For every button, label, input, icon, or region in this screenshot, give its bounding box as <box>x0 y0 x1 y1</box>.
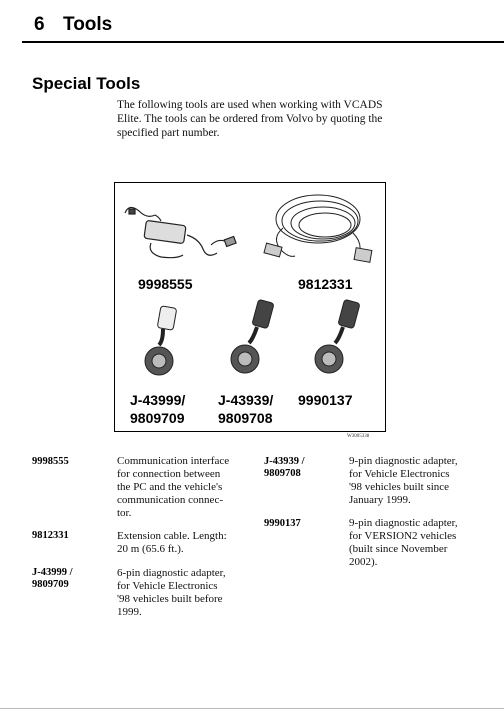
part-number: J-43999 / 9809709 <box>32 567 73 590</box>
part-number: 9990137 <box>264 518 301 529</box>
adapter-9pin-illustration <box>231 299 274 373</box>
figure-label-j43939: J-43939/ 9809708 <box>218 392 274 426</box>
figure-label-j43999: J-43999/ 9809709 <box>130 392 186 426</box>
part-number: 9998555 <box>32 456 69 467</box>
figure-label-9998555: 9998555 <box>138 276 193 292</box>
extension-cable-illustration <box>264 195 372 262</box>
tools-figure <box>114 182 386 432</box>
part-description: Extension cable. Length: 20 m (65.6 ft.). <box>117 530 227 555</box>
part-number: J-43939 / 9809708 <box>264 456 305 479</box>
part-description: 9-pin diagnostic adapter, for Vehicle Electronics '98 vehicles built since January 1999. <box>349 455 458 506</box>
communication-interface-illustration <box>125 207 236 257</box>
header-rule <box>22 41 504 43</box>
figure-label-9990137: 9990137 <box>298 392 353 408</box>
section-title: Special Tools <box>32 74 141 93</box>
intro-paragraph: The following tools are used when working with VCADS Elite. The tools can be ordered from Volvo by quoting the specified part number. <box>117 99 383 139</box>
chapter-title: Tools <box>63 14 113 35</box>
figure-label-9812331: 9812331 <box>298 276 353 292</box>
part-description: Communication interface for connection between the PC and the vehicle's communication connec- tor. <box>117 455 230 519</box>
part-number: 9812331 <box>32 530 69 541</box>
part-description: 9-pin diagnostic adapter, for VERSION2 vehicles (built since November 2002). <box>349 517 458 568</box>
bottom-edge <box>0 708 504 709</box>
part-description: 6-pin diagnostic adapter, for Vehicle Electronics '98 vehicles built before 1999. <box>117 567 226 618</box>
adapter-6pin-illustration <box>145 306 177 375</box>
figure-code: W3005338 <box>347 434 370 439</box>
adapter-version2-illustration <box>315 299 360 373</box>
chapter-number: 6 <box>34 14 45 35</box>
